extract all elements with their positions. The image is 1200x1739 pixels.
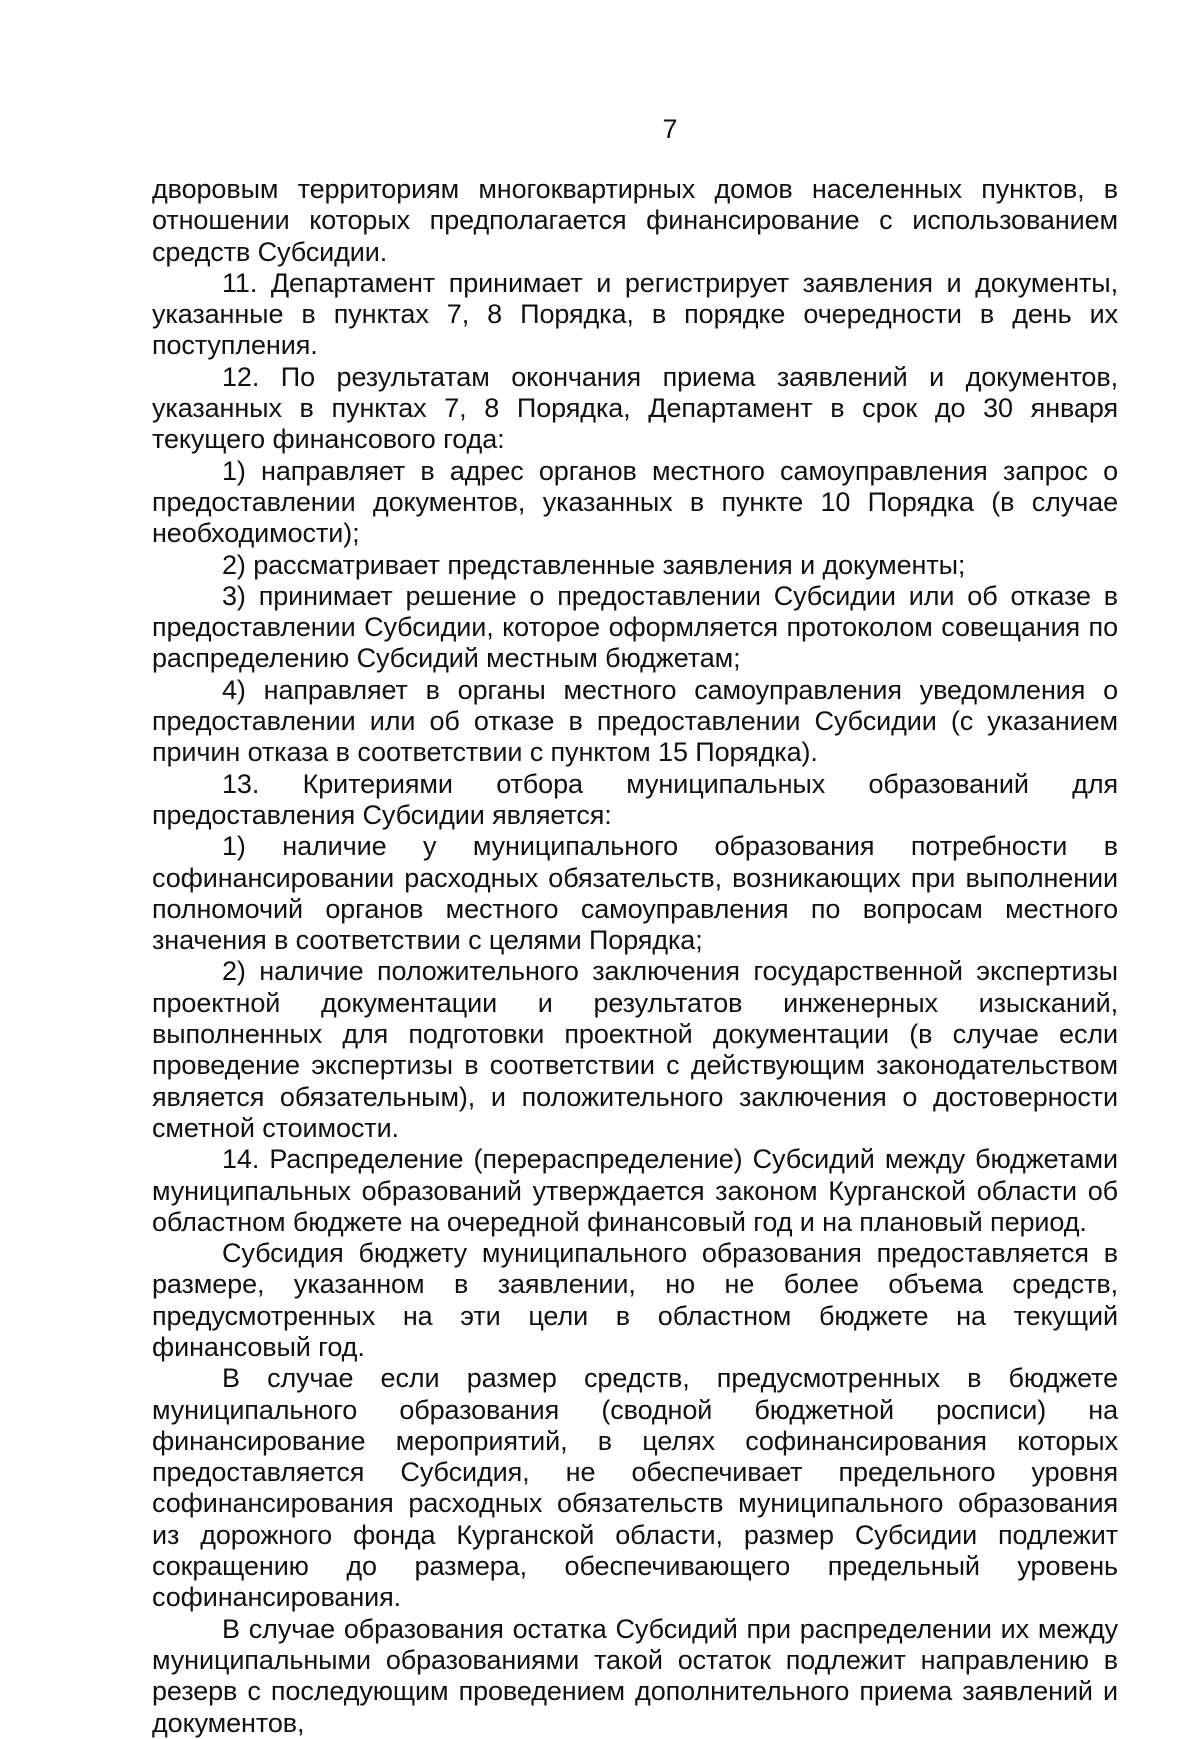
paragraph-subsidy-size: Субсидия бюджету муниципального образования предоставляется в размере, указанном в заявлении, но не более объема средств, предусмотренных на эти цели в областном бюджете на текущий финансовый год. (152, 1238, 1118, 1362)
subitem-12-3: 3) принимает решение о предоставлении Субсидии или об отказе в предоставлении Субсидии, которое оформляется протоколом совещания по распределению Субсидий местным бюджетам; (152, 580, 1118, 674)
paragraph-item-12: 12. По результатам окончания приема заявлений и документов, указанных в пунктах 7, 8 Порядка, Департамент в срок до 30 января текущего финансового года: (152, 361, 1118, 455)
subitem-12-4: 4) направляет в органы местного самоуправления уведомления о предоставлении или об отказе в предоставлении Субсидии (с указанием причин отказа в соответствии с пунктом 15 Порядка). (152, 674, 1118, 768)
paragraph-continuation: дворовым территориям многоквартирных домов населенных пунктов, в отношении которых предполагается финансирование с использованием средств Субсидии. (152, 174, 1118, 267)
paragraph-item-14: 14. Распределение (перераспределение) Субсидий между бюджетами муниципальных образований утверждается законом Курганской области об областном бюджете на очередной финансовый год и на плановый период. (152, 1144, 1118, 1237)
paragraph-item-13: 13. Критериями отбора муниципальных образований для предоставления Субсидии является: (152, 768, 1118, 830)
page-number: 7 (662, 114, 678, 144)
paragraph-subsidy-remainder: В случае образования остатка Субсидий при распределении их между муниципальными образованиями такой остаток подлежит направлению в резерв с последующим проведением дополнительного приема заявлений и документов, (152, 1613, 1118, 1738)
subitem-12-2: 2) рассматривает представленные заявления и документы; (222, 549, 966, 580)
subitem-12-1: 1) направляет в адрес органов местного самоуправления запрос о предоставлении документов, указанных в пункте 10 Порядка (в случае необходимости); (152, 455, 1118, 549)
paragraph-item-11: 11. Департамент принимает и регистрирует заявления и документы, указанные в пунктах 7, 8 Порядка, в порядке очередности в день их поступления. (152, 267, 1118, 361)
subitem-13-2: 2) наличие положительного заключения государственной экспертизы проектной документации и результатов инженерных изысканий, выполненных для подготовки проектной документации (в случае если проведение экспертизы в соответствии с действующим законодательством является обязательным), и положительного заключения о достоверности сметной стоимости. (152, 956, 1118, 1143)
paragraph-subsidy-reduction: В случае если размер средств, предусмотренных в бюджете муниципального образования (сводной бюджетной росписи) на финансирование мероприятий, в целях софинансирования которых предоставляется Субсидия, не обеспечивает предельного уровня софинансирования расходных обязательств муниципального образования из дорожного фонда Курганской области, размер Субсидии подлежит сокращению до размера, обеспечивающего предельный уровень софинансирования. (152, 1363, 1118, 1613)
subitem-13-1: 1) наличие у муниципального образования потребности в софинансировании расходных обязательств, возникающих при выполнении полномочий органов местного самоуправления по вопросам местного значения в соответствии с целями Порядка; (152, 831, 1118, 956)
